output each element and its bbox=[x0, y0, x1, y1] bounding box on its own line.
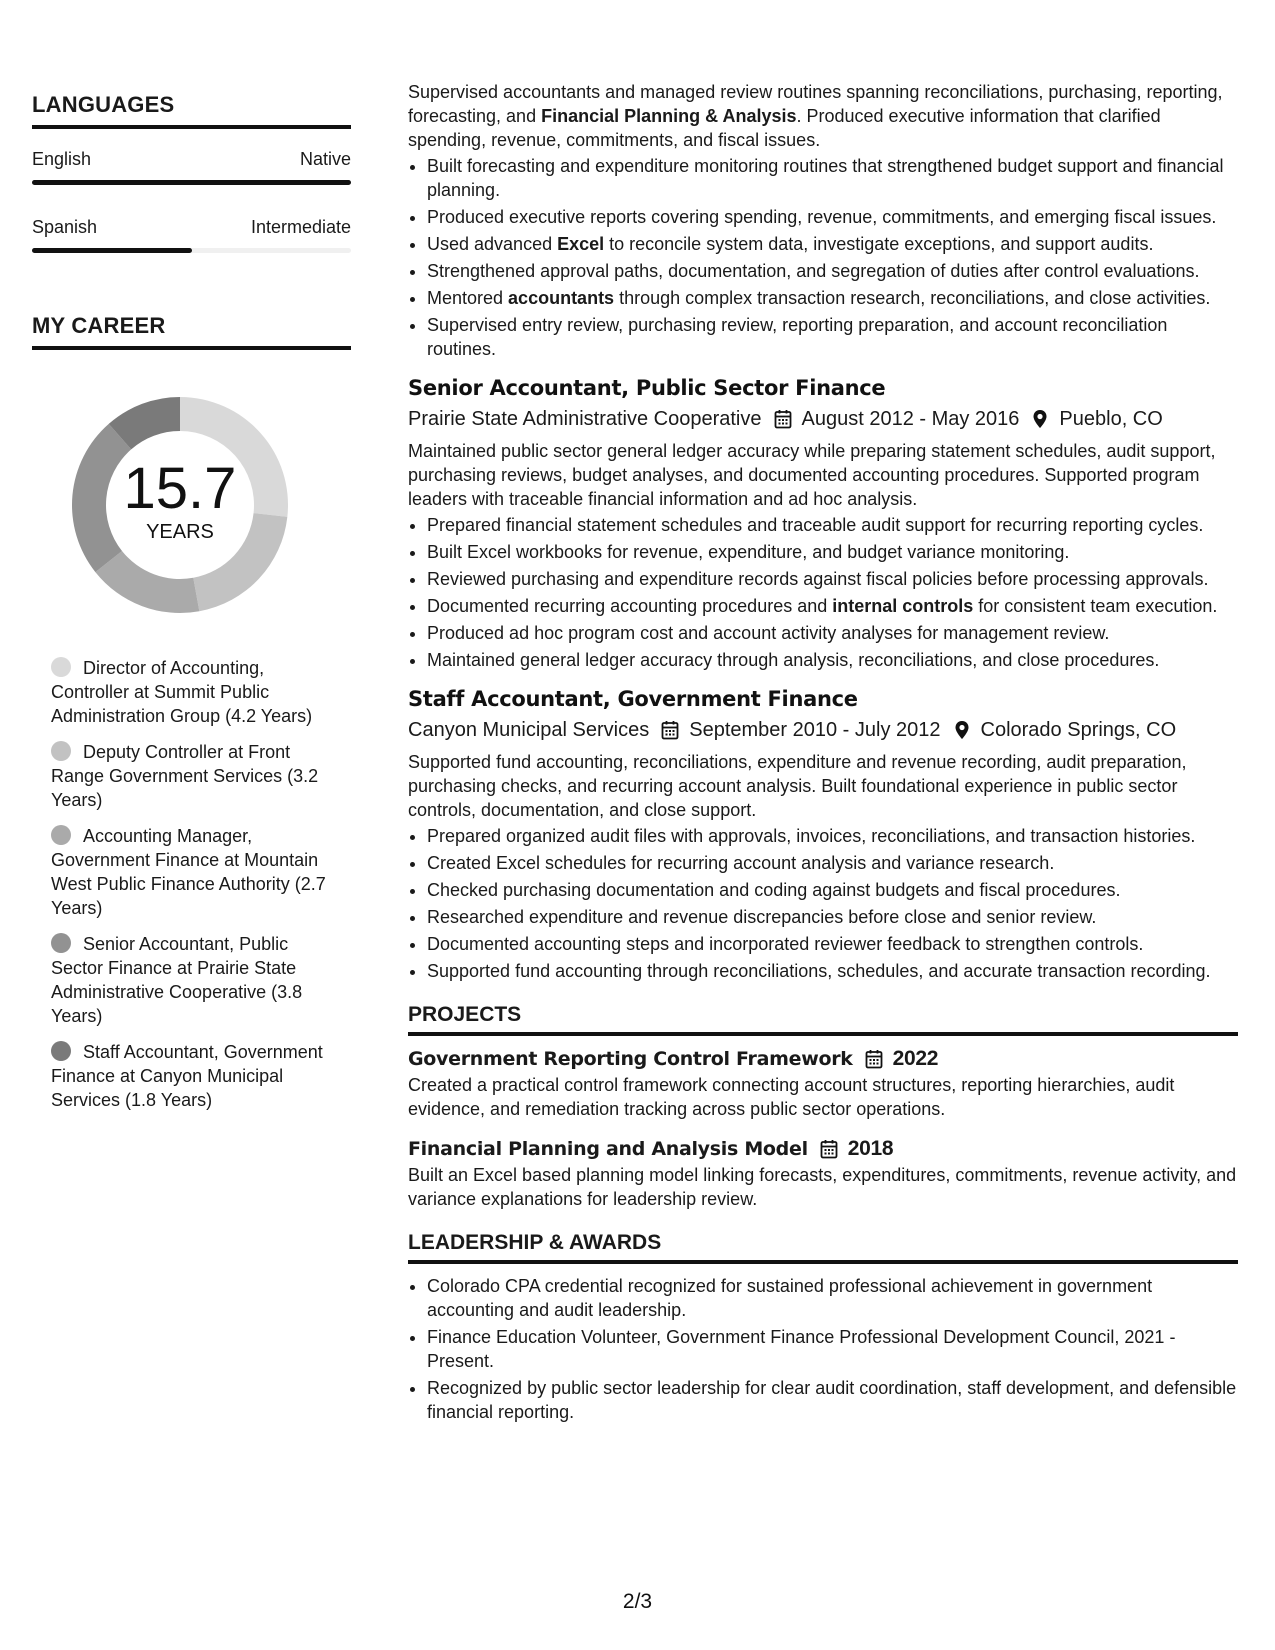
language-proficiency-bar bbox=[32, 180, 351, 185]
language-proficiency-fill bbox=[32, 180, 351, 185]
text: to reconcile system data, investigate exceptions, and support audits. bbox=[604, 234, 1154, 254]
bullet-item bbox=[427, 313, 1238, 361]
bullet-item bbox=[427, 513, 1238, 537]
text: Strengthened approval paths, documentation, and segregation of duties after control evaluations. bbox=[427, 261, 1200, 281]
project-entry bbox=[408, 1045, 1238, 1121]
bullet-item bbox=[427, 851, 1238, 875]
bullet-item bbox=[427, 594, 1238, 618]
bold-text: accountants bbox=[508, 288, 615, 308]
bold-text: internal controls bbox=[832, 596, 974, 616]
map-pin-icon bbox=[1031, 409, 1049, 429]
project-header bbox=[408, 1045, 1238, 1073]
calendar-icon bbox=[820, 1139, 838, 1159]
bullet-item bbox=[427, 878, 1238, 902]
language-level: Native bbox=[299, 149, 351, 169]
bullet-item bbox=[427, 205, 1238, 229]
text: Maintained general ledger accuracy through analysis, reconciliations, and close procedures. bbox=[427, 650, 1160, 670]
project-year: 2022 bbox=[892, 1047, 939, 1070]
legend-dot-icon bbox=[51, 1041, 71, 1061]
language-item-english bbox=[32, 147, 351, 185]
language-name: English bbox=[32, 149, 92, 169]
project-entry bbox=[408, 1135, 1238, 1211]
career-legend-item bbox=[51, 824, 341, 920]
sidebar bbox=[32, 92, 351, 1124]
text: Created Excel schedules for recurring account analysis and variance research. bbox=[427, 853, 1055, 873]
text: Documented accounting steps and incorporated reviewer feedback to strengthen controls. bbox=[427, 934, 1144, 954]
text: through complex transaction research, reconciliations, and close activities. bbox=[614, 288, 1211, 308]
career-legend-item bbox=[51, 656, 341, 728]
bullet-item bbox=[427, 154, 1238, 202]
bullet-item bbox=[427, 259, 1238, 283]
job-bullets bbox=[408, 824, 1238, 983]
language-proficiency-bar bbox=[32, 248, 351, 253]
career-legend-label: Director of Accounting, Controller at Summit Public Administration Group (4.2 Years) bbox=[51, 658, 313, 726]
project-header bbox=[408, 1135, 1238, 1163]
job-company: Prairie State Administrative Cooperative bbox=[408, 408, 762, 430]
job-entry bbox=[408, 373, 1238, 672]
project-title: Financial Planning and Analysis Model bbox=[408, 1138, 808, 1160]
text: Supervised accountants and managed review routines spanning reconciliations, purchasing, reporting, forecasting, and bbox=[408, 82, 1223, 126]
job-summary: Supported fund accounting, reconciliations, expenditure and revenue recording, audit preparation, purchasing checks, and recurring account analysis. Built foundational experience in public sector controls, documentation, and close support. bbox=[408, 752, 1187, 820]
text: Reviewed purchasing and expenditure records against fiscal policies before processing approvals. bbox=[427, 569, 1209, 589]
career-total-years: 15.7 bbox=[123, 456, 237, 521]
career-legend-label: Accounting Manager, Government Finance at Mountain West Public Finance Authority (2.7 Years) bbox=[51, 826, 326, 918]
legend-dot-icon bbox=[51, 657, 71, 677]
text: Supported fund accounting through reconciliations, schedules, and accurate transaction recording. bbox=[427, 961, 1211, 981]
language-proficiency-fill bbox=[32, 248, 192, 253]
calendar-icon bbox=[661, 720, 679, 740]
project-year: 2018 bbox=[847, 1137, 894, 1160]
bold-text: Financial Planning & Analysis bbox=[541, 106, 797, 126]
job-location: Pueblo, CO bbox=[1059, 408, 1163, 430]
text: Prepared organized audit files with approvals, invoices, reconciliations, and transaction histories. bbox=[427, 826, 1196, 846]
text: Checked purchasing documentation and coding against budgets and fiscal procedures. bbox=[427, 880, 1121, 900]
career-legend-item bbox=[51, 740, 341, 812]
bullet-item bbox=[427, 932, 1238, 956]
languages-heading: LANGUAGES bbox=[32, 92, 351, 129]
career-total-unit: YEARS bbox=[146, 521, 214, 543]
legend-dot-icon bbox=[51, 825, 71, 845]
career-legend-label: Senior Accountant, Public Sector Finance at Prairie State Administrative Cooperative (3.8 Years) bbox=[51, 934, 303, 1026]
job-meta bbox=[408, 405, 1238, 433]
bullet-item bbox=[427, 540, 1238, 564]
job-meta bbox=[408, 716, 1238, 744]
career-legend-label: Deputy Controller at Front Range Government Services (3.2 Years) bbox=[51, 742, 319, 810]
project-title: Government Reporting Control Framework bbox=[408, 1048, 853, 1070]
language-level: Intermediate bbox=[250, 217, 351, 237]
job-company: Canyon Municipal Services bbox=[408, 719, 650, 741]
career-donut-center bbox=[65, 390, 295, 620]
award-item: • Colorado CPA credential recognized for sustained professional achievement in government accounting and audit leadership. bbox=[427, 1274, 1238, 1322]
page-number: 2/3 bbox=[622, 1590, 653, 1613]
language-item-spanish bbox=[32, 215, 351, 253]
map-pin-icon bbox=[953, 720, 971, 740]
role-bullets bbox=[408, 154, 1238, 361]
text: Documented recurring accounting procedures and bbox=[427, 596, 833, 616]
job-dates: September 2010 - July 2012 bbox=[689, 719, 941, 741]
text: for consistent team execution. bbox=[973, 596, 1218, 616]
bullet-item bbox=[427, 621, 1238, 645]
career-donut-chart bbox=[65, 390, 295, 620]
bullet-item bbox=[427, 824, 1238, 848]
bullet-item bbox=[427, 567, 1238, 591]
job-summary: Maintained public sector general ledger accuracy while preparing statement schedules, audit support, purchasing reviews, budget analyses, and documented accounting procedures. Supported program leaders with traceable financial information and ad hoc analysis. bbox=[408, 441, 1216, 509]
role-summary bbox=[408, 80, 1238, 152]
text: Used advanced bbox=[427, 234, 558, 254]
projects-heading: PROJECTS bbox=[408, 1003, 1238, 1036]
bullet-item bbox=[427, 286, 1238, 310]
calendar-icon bbox=[865, 1049, 883, 1069]
job-entry bbox=[408, 684, 1238, 983]
text: Produced ad hoc program cost and account activity analyses for management review. bbox=[427, 623, 1110, 643]
text: Supervised entry review, purchasing review, reporting preparation, and account reconciliation routines. bbox=[427, 315, 1168, 359]
bullet-item bbox=[427, 905, 1238, 929]
job-title: Staff Accountant, Government Finance bbox=[408, 687, 858, 711]
text: Built Excel workbooks for revenue, expenditure, and budget variance monitoring. bbox=[427, 542, 1070, 562]
language-name: Spanish bbox=[32, 217, 98, 237]
text: Built forecasting and expenditure monitoring routines that strengthened budget support and financial planning. bbox=[427, 156, 1224, 200]
text: Researched expenditure and revenue discrepancies before close and senior review. bbox=[427, 907, 1097, 927]
bullet-item bbox=[427, 232, 1238, 256]
text: Produced executive reports covering spending, revenue, commitments, and emerging fiscal issues. bbox=[427, 207, 1217, 227]
main-content bbox=[408, 80, 1238, 1427]
previous-role-continuation bbox=[408, 80, 1238, 361]
text: Prepared financial statement schedules and traceable audit support for recurring reporting cycles. bbox=[427, 515, 1204, 535]
award-item: • Recognized by public sector leadership for clear audit coordination, staff development, and defensible financial reporting. bbox=[427, 1376, 1238, 1424]
legend-dot-icon bbox=[51, 933, 71, 953]
career-legend-item bbox=[51, 1040, 341, 1112]
career-legend-item bbox=[51, 932, 341, 1028]
job-location: Colorado Springs, CO bbox=[980, 719, 1177, 741]
text: Mentored bbox=[427, 288, 509, 308]
project-description: Created a practical control framework connecting account structures, reporting hierarchies, audit evidence, and remediation tracking across public sector operations. bbox=[408, 1075, 1175, 1119]
job-title: Senior Accountant, Public Sector Finance bbox=[408, 376, 886, 400]
career-legend bbox=[51, 656, 341, 1112]
awards-list bbox=[408, 1274, 1238, 1424]
job-bullets bbox=[408, 513, 1238, 672]
career-legend-label: Staff Accountant, Government Finance at Canyon Municipal Services (1.8 Years) bbox=[51, 1042, 323, 1110]
award-item: • Finance Education Volunteer, Government Finance Professional Development Council, 2021 - Present. bbox=[427, 1325, 1238, 1373]
project-description: Built an Excel based planning model linking forecasts, expenditures, commitments, revenue activity, and variance explanations for leadership review. bbox=[408, 1165, 1237, 1209]
job-dates: August 2012 - May 2016 bbox=[801, 408, 1020, 430]
career-heading: MY CAREER bbox=[32, 313, 351, 350]
bullet-item bbox=[427, 648, 1238, 672]
calendar-icon bbox=[774, 409, 792, 429]
bold-text: Excel bbox=[557, 234, 605, 254]
awards-heading: LEADERSHIP & AWARDS bbox=[408, 1231, 1238, 1264]
text: . Produced executive information that clarified spending, revenue, commitments, and fiscal issues. bbox=[408, 106, 1161, 150]
bullet-item bbox=[427, 959, 1238, 983]
legend-dot-icon bbox=[51, 741, 71, 761]
